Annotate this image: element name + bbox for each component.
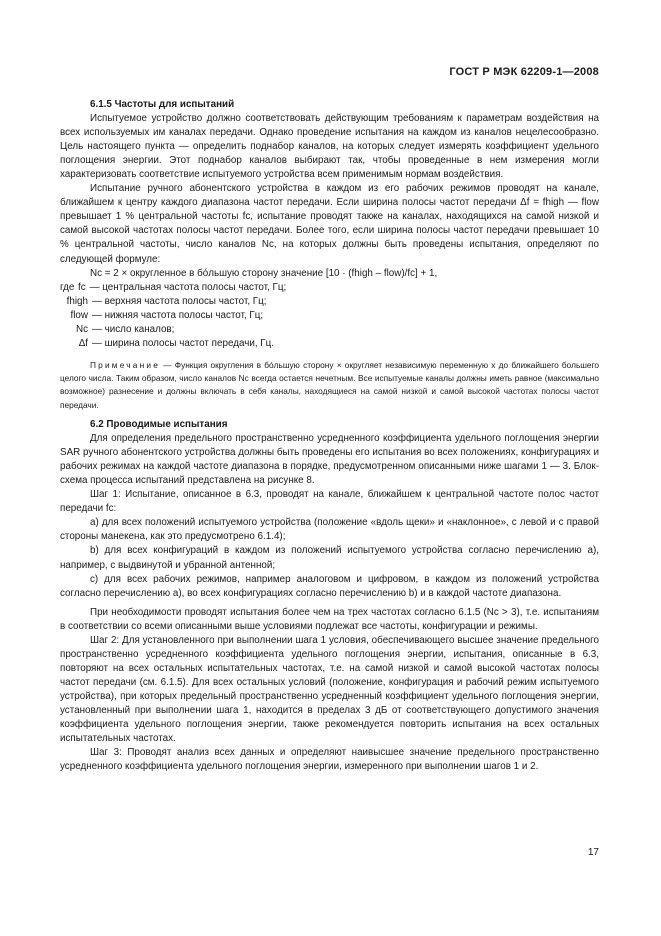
definition-row xyxy=(60,323,599,337)
note-label: Примечание xyxy=(90,359,161,370)
definition-text: — нижняя частота полосы частот, Гц; xyxy=(92,309,264,321)
definition-symbol: fc xyxy=(78,281,86,293)
list-item-c: с) для всех рабочих режимов, например аналоговом и цифровом, в каждом из положений устройства согласно перечислению а), во всех конфигурациях согласно перечислению b) и в каждой частоте диапазона. xyxy=(60,573,599,599)
note-text: — Функция округления в бóльшую сторону × округляет независимую переменную x до ближайшего большего целого числа. Таким образом, число каналов Nc всегда остается нечетным. Все испытуемые каналы должны иметь равное (максимально возможное) разнесение и должны включать в себя каналы, находящиеся на самой низкой и самой высокой частотах полосы частот передачи. xyxy=(60,359,599,410)
step-1-paragraph: Шаг 1: Испытание, описанное в 6.3, проводят на канале, ближайшем к центральной частоте полос частот передачи fc: xyxy=(60,489,599,515)
section-heading-6-2: 6.2 Проводимые испытания xyxy=(90,419,228,431)
paragraph: Для определения предельного пространственно усредненного коэффициента удельного поглощения энергии SAR ручного абонентского устройства должны быть проведены его испытания во всех положениях, конфигурациях и рабочих режимах на каждой частоте диапазона в порядке, предусмотренном описанными ниже шагами 1 — 3. Блок-схема процесса испытаний представлена на рисунке 8. xyxy=(60,433,599,487)
section-heading-6-1-5: 6.1.5 Частоты для испытаний xyxy=(90,99,235,110)
definition-text: — центральная частота полосы частот, Гц; xyxy=(89,281,287,293)
paragraph: При необходимости проводят испытания более чем на трех частотах согласно 6.1.5 (Nc > 3), т.е. испытаниям в соответствии со всеми описанными выше условиями подлежат все частоты, конфигурации и режимы. xyxy=(60,606,599,632)
definition-row xyxy=(60,337,599,351)
step-2-paragraph: Шаг 2: Для установленного при выполнении шага 1 условия, обеспечивающего высшее значение предельного пространственно усредненного коэффициента удельного поглощения энергии, испытания, описанные в 6.3, повторяют на всех остальных испытательных частотах, т.е. на самой низкой и самой высокой частотах полосы частот передачи (см. 6.1.5). Для всех остальных условий (положение, конфигурация и рабочий режим испытуемого устройства), при которых предельный пространственно усредненный коэффициент удельного поглощения энергии, установленный при выполнении шага 1, находится в пределах 3 дБ от соответствующего допустимого значения коэффициента удельного поглощения энергии, также рекомендуется повторить испытания на всех остальных испытательных частотах. xyxy=(60,634,599,745)
definition-row xyxy=(60,309,599,323)
note xyxy=(60,359,599,412)
formula-definitions xyxy=(60,281,599,351)
definition-row xyxy=(60,295,599,309)
definition-symbol: flow xyxy=(70,309,88,321)
definition-row xyxy=(60,281,599,295)
list-item-a: а) для всех положений испытуемого устройства (положение «вдоль щеки» и «наклонное», с левой и с правой стороны манекена, как это предусмотрено 6.1.4); xyxy=(60,517,599,543)
definition-symbol: fhigh xyxy=(66,295,88,307)
definition-text: — число каналов; xyxy=(92,323,175,335)
definition-text: — ширина полосы частот передачи, Гц. xyxy=(92,337,275,349)
definition-text: — верхняя частота полосы частот, Гц; xyxy=(92,295,267,307)
page-content xyxy=(60,98,599,774)
step-3-paragraph: Шаг 3: Проводят анализ всех данных и определяют наивысшее значение предельного пространственно усредненного коэффициента удельного поглощения энергии, измеренного при выполнении шагов 1 и 2. xyxy=(60,747,599,773)
document-header: ГОСТ Р МЭК 62209-1—2008 xyxy=(449,66,599,78)
paragraph: Испытание ручного абонентского устройства в каждом из его рабочих режимов проводят на канале, ближайшем к центру каждого диапазона частот передачи. Если ширина полосы частот передачи Δf = fhigh — flow превышает 1 % центральной частоты fc, испытание проводят также на каналах, находящихся на самой низкой и самой высокой частотах полосы частот передачи. Более того, если ширина полосы частот передачи превышает 10 % центральной частоты, число каналов Nc, на которых должны быть проведены испытания, определяют по следующей формуле: xyxy=(60,183,599,265)
formula: Nc = 2 × округленное в бóльшую сторону значение [10 · (fhigh – flow)/fc] + 1, xyxy=(90,267,438,279)
definition-symbol: Nc xyxy=(75,323,88,335)
paragraph: Испытуемое устройство должно соответствовать действующим требованиям к параметрам воздействия на всех используемых им каналах передачи. Однако проведение испытания на каждом из каналов нецелесообразно. Цель настоящего пункта — определить поднабор каналов, на которых следует измерять коэффициент удельного поглощения энергии. Этот поднабор каналов выбирают так, чтобы проведенные в нем измерения могли характеризовать соответствие испытуемого устройства всем применимым нормам воздействия. xyxy=(60,113,599,181)
page-number: 17 xyxy=(587,847,599,858)
definition-symbol: Δf xyxy=(78,337,88,349)
where-label: где xyxy=(60,281,75,293)
list-item-b: b) для всех конфигураций в каждом из положений испытуемого устройства согласно перечислению а), например, с выдвинутой и убранной антенной; xyxy=(60,545,599,571)
